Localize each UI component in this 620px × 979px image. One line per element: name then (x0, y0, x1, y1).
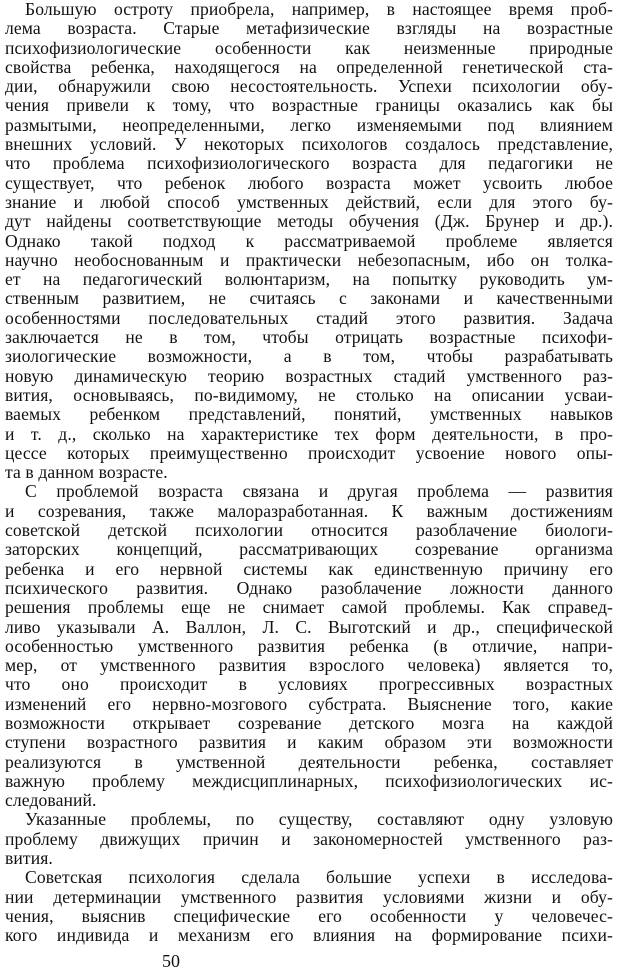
text-line: возможности открывает созревание детского мозга на каждой (5, 712, 613, 733)
text-line: вития, основываясь, по-видимому, не столько на описании усваи- (5, 384, 613, 405)
text-line: С проблемой возраста связана и другая проблема — развития (25, 481, 613, 502)
text-line: свойства ребенка, находящегося на определенной генетической ста- (5, 56, 613, 77)
text-line: Указанные проблемы, по существу, составляют одну узловую (25, 809, 613, 830)
text-line: что проблема психофизиологического возраста для педагогики не (5, 153, 613, 174)
text-line: существует, что ребенок любого возраста может усвоить любое (5, 172, 613, 193)
text-line: следований. (5, 790, 97, 811)
text-line: проблему движущих причин и закономерностей умственного раз- (5, 828, 613, 849)
text-line: дут найдены соответствующие методы обучения (Дж. Брунер и др.). (5, 211, 613, 232)
text-line: реализуются в умственной деятельности ребенка, составляет (5, 751, 613, 772)
text-line: мер, от умственного развития взрослого человека) является то, (5, 655, 613, 676)
text-line: что оно происходит в условиях прогрессивных возрастных (5, 674, 613, 695)
text-line: знание и любой способ умственных действий, если для этого бу- (5, 191, 613, 212)
text-line: заторских концепций, рассматривающих созревание организма (5, 539, 613, 560)
text-line: лема возраста. Старые метафизические взгляды на возрастные (5, 18, 613, 39)
text-line: дии, обнаружили свою несостоятельность. Успехи психологии обу- (5, 76, 613, 97)
text-line: чения, выяснив специфические его особенности у человечес- (5, 905, 613, 926)
text-line: Советская психология сделала большие успехи в исследова- (25, 867, 613, 888)
text-line: изменений его нервно-мозгового субстрата. Выяснение того, какие (5, 693, 613, 714)
text-line: заключается не в том, чтобы отрицать возрастные психофи- (5, 327, 613, 348)
text-line: решения проблемы еще не снимает самой проблемы. Как справед- (5, 597, 613, 618)
text-line: и созревания, также малоразработанная. К важным достижениям (5, 500, 613, 521)
text-line: психического развития. Однако разоблачение ложности данного (5, 577, 613, 598)
text-line: нии детерминации умственного развития условиями жизни и обу- (5, 886, 613, 907)
text-line: ваемых ребенком представлений, понятий, умственных навыков (5, 404, 613, 425)
text-line: ливо указывали А. Валлон, Л. С. Выготский и др., специфической (5, 616, 613, 637)
text-line: цессе которых преимущественно происходит усвоение нового опы- (5, 442, 613, 463)
text-line: новую динамическую теорию возрастных стадий умственного раз- (5, 365, 613, 386)
text-line: Однако такой подход к рассматриваемой проблеме является (5, 230, 613, 251)
text-line: психофизиологические особенности как неизменные природные (5, 37, 613, 58)
text-line: ет на педагогический волюнтаризм, на попытку руководить ум- (5, 269, 613, 290)
text-line: научно необоснованным и практически небезопасным, ибо он толка- (5, 249, 613, 270)
book-page (5, 0, 613, 979)
text-line: чения привели к тому, что возрастные границы оказались как бы (5, 95, 613, 116)
text-line: зиологические возможности, а в том, чтобы разрабатывать (5, 346, 613, 367)
text-line: ребенка и его нервной системы как единственную причину его (5, 558, 613, 579)
text-line: советской детской психологии относится разоблачение биологи- (5, 520, 613, 541)
text-line: особенностями последовательных стадий этого развития. Задача (5, 307, 613, 328)
text-line: кого индивида и механизм его влияния на формирование психи- (5, 925, 613, 946)
page-number: 50 (162, 951, 180, 971)
text-line: ступени возрастного развития и каким образом эти возможности (5, 732, 613, 753)
text-line: та в данном возрасте. (5, 462, 168, 483)
text-line: и т. д., сколько на характеристике тех форм деятельности, в про- (5, 423, 613, 444)
text-line: важную проблему междисциплинарных, психофизиологических ис- (5, 770, 613, 791)
text-line: особенностью умственного развития ребенка (в отличие, напри- (5, 635, 613, 656)
text-line: размытыми, неопределенными, легко изменяемыми под влиянием (5, 114, 613, 135)
text-line: ственным развитием, не считаясь с законами и качественными (5, 288, 613, 309)
text-line: вития. (5, 848, 53, 869)
text-line: Большую остроту приобрела, например, в настоящее время проб- (25, 0, 613, 19)
text-line: внешних условий. У некоторых психологов создалось представление, (5, 134, 613, 155)
body-text (5, 0, 613, 946)
